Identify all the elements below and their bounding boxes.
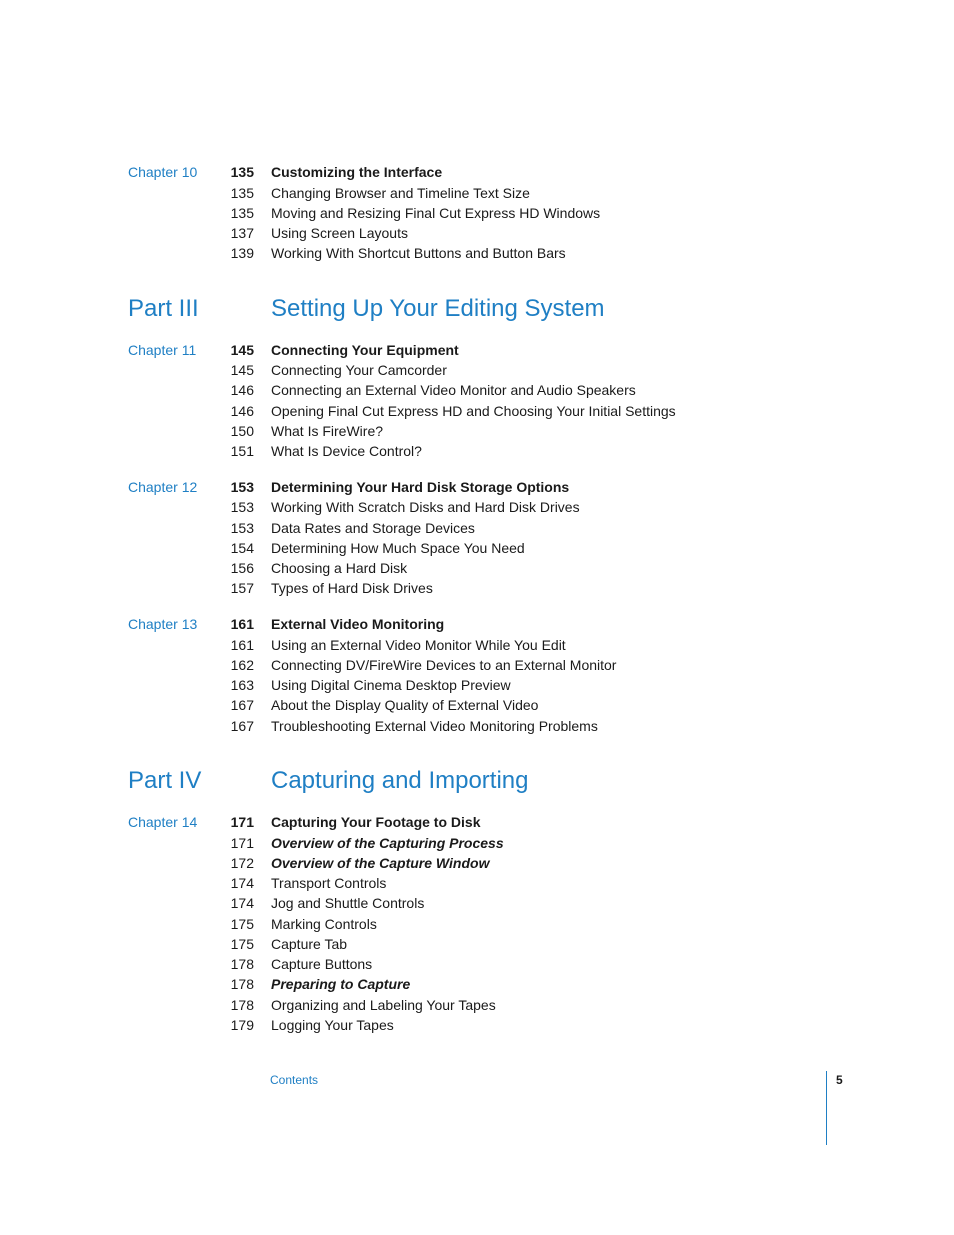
toc-page-number: 171 <box>230 835 254 851</box>
toc-entry-title[interactable]: Marking Controls <box>271 916 377 932</box>
toc-page-number: 135 <box>230 205 254 221</box>
toc-entry-title[interactable]: Changing Browser and Timeline Text Size <box>271 185 530 201</box>
toc-entry-title[interactable]: Moving and Resizing Final Cut Express HD Windows <box>271 205 601 221</box>
toc-entry-title[interactable]: Working With Shortcut Buttons and Button Bars <box>271 245 566 261</box>
toc-page-number: 150 <box>230 423 254 439</box>
toc-page-number: 161 <box>230 616 254 632</box>
toc-entry-title[interactable]: External Video Monitoring <box>271 616 445 632</box>
toc-page-number: 153 <box>230 479 254 495</box>
toc-page-number: 153 <box>230 499 254 515</box>
part-label: Part III <box>128 295 199 322</box>
chapter-label: Chapter 11 <box>128 342 197 358</box>
toc-page-number: 178 <box>230 976 254 992</box>
toc-page-number: 172 <box>230 855 254 871</box>
part-label: Part IV <box>128 767 202 794</box>
toc-entry-title[interactable]: Capture Tab <box>271 936 348 952</box>
toc-entry-title[interactable]: Jog and Shuttle Controls <box>271 895 425 911</box>
chapter-label: Chapter 12 <box>128 479 198 495</box>
toc-entry-title[interactable]: Capturing Your Footage to Disk <box>271 814 481 830</box>
chapter-label: Chapter 10 <box>128 164 198 180</box>
toc-entry-title[interactable]: Using Screen Layouts <box>271 225 408 241</box>
toc-page-number: 157 <box>230 580 254 596</box>
toc-entry-title[interactable]: Connecting Your Camcorder <box>271 362 447 378</box>
toc-entry-title[interactable]: Preparing to Capture <box>271 976 411 992</box>
toc-entry-title[interactable]: Troubleshooting External Video Monitoring Problems <box>271 718 598 734</box>
toc-page-number: 151 <box>230 443 254 459</box>
toc-page-number: 156 <box>230 560 254 576</box>
toc-entry-title[interactable]: Connecting DV/FireWire Devices to an External Monitor <box>271 657 617 673</box>
toc-page-number: 146 <box>230 403 254 419</box>
toc-entry-title[interactable]: Overview of the Capturing Process <box>271 835 504 851</box>
toc-page-number: 174 <box>230 895 254 911</box>
toc-page-number: 145 <box>230 342 254 358</box>
toc-entry-title[interactable]: Data Rates and Storage Devices <box>271 520 475 536</box>
toc-page-number: 171 <box>230 814 254 830</box>
toc-entry-title[interactable]: Using Digital Cinema Desktop Preview <box>271 677 511 693</box>
toc-page-number: 137 <box>230 225 254 241</box>
toc-entry-title[interactable]: Types of Hard Disk Drives <box>271 580 433 596</box>
toc-entry-title[interactable]: What Is Device Control? <box>271 443 422 459</box>
toc-entry-title[interactable]: Determining Your Hard Disk Storage Options <box>271 479 570 495</box>
toc-entry-title[interactable]: Connecting an External Video Monitor and Audio Speakers <box>271 382 636 398</box>
toc-entry-title[interactable]: Logging Your Tapes <box>271 1017 394 1033</box>
toc-page-number: 162 <box>230 657 254 673</box>
toc-page-number: 153 <box>230 520 254 536</box>
toc-entry-title[interactable]: Working With Scratch Disks and Hard Disk Drives <box>271 499 580 515</box>
toc-entry-title[interactable]: Customizing the Interface <box>271 164 443 180</box>
chapter-label: Chapter 13 <box>128 616 198 632</box>
toc-page-number: 135 <box>230 185 254 201</box>
toc-entry-title[interactable]: Using an External Video Monitor While You Edit <box>271 637 566 653</box>
toc-page-number: 179 <box>230 1017 254 1033</box>
toc-entry-title[interactable]: Overview of the Capture Window <box>271 855 490 871</box>
toc-page-number: 154 <box>230 540 254 556</box>
footer-divider <box>826 1071 827 1145</box>
toc-page-number: 167 <box>230 718 254 734</box>
toc-entry-title[interactable]: Transport Controls <box>271 875 387 891</box>
toc-page-number: 145 <box>230 362 254 378</box>
toc-entry-title[interactable]: Determining How Much Space You Need <box>271 540 525 556</box>
toc-page-number: 146 <box>230 382 254 398</box>
toc-entry-title[interactable]: Connecting Your Equipment <box>271 342 459 358</box>
toc-entry-title[interactable]: Capture Buttons <box>271 956 373 972</box>
toc-page-number: 161 <box>230 637 254 653</box>
footer-section-label[interactable]: Contents <box>270 1073 319 1087</box>
toc-page-number: 139 <box>230 245 254 261</box>
toc-entry-title[interactable]: About the Display Quality of External Video <box>271 697 539 713</box>
toc-page-number: 175 <box>230 936 254 952</box>
toc-page-number: 135 <box>230 164 254 180</box>
toc-entry-title[interactable]: Organizing and Labeling Your Tapes <box>271 997 496 1013</box>
footer-page-number: 5 <box>836 1073 843 1087</box>
toc-page-number: 174 <box>230 875 254 891</box>
toc-page-number: 163 <box>230 677 254 693</box>
part-title[interactable]: Setting Up Your Editing System <box>271 295 605 322</box>
chapter-label: Chapter 14 <box>128 814 198 830</box>
toc-entry-title[interactable]: Choosing a Hard Disk <box>271 560 408 576</box>
toc-page-number: 175 <box>230 916 254 932</box>
toc-page-number: 178 <box>230 956 254 972</box>
toc-entry-title[interactable]: What Is FireWire? <box>271 423 384 439</box>
toc-page-number: 167 <box>230 697 254 713</box>
toc-entry-title[interactable]: Opening Final Cut Express HD and Choosing Your Initial Settings <box>271 403 676 419</box>
toc-page-number: 178 <box>230 997 254 1013</box>
part-title[interactable]: Capturing and Importing <box>271 767 529 794</box>
